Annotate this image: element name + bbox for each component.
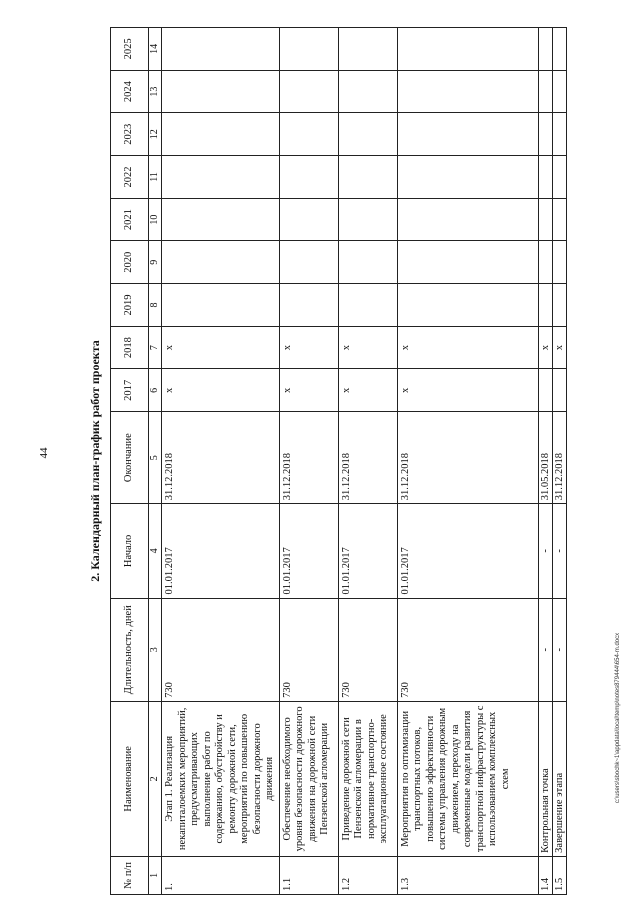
table-row [552, 28, 566, 895]
empty-cell [338, 156, 397, 199]
year-mark-2018: x [397, 326, 538, 369]
empty-cell [538, 113, 552, 156]
file-path-footer: c:\users\sbochk~1\appdata\local\temp\notes879444\654-m.docx [615, 632, 621, 804]
empty-cell [552, 113, 566, 156]
empty-cell [552, 241, 566, 284]
empty-cell [552, 156, 566, 199]
empty-cell [279, 156, 338, 199]
table-row [279, 28, 338, 895]
page-number: 44 [38, 447, 50, 459]
year-mark-2017: x [397, 369, 538, 412]
row-duration: 730 [279, 598, 338, 701]
empty-cell [538, 241, 552, 284]
col-number: 4 [149, 504, 162, 598]
row-duration: 730 [338, 598, 397, 701]
empty-cell [338, 70, 397, 113]
row-end: 31.12.2018 [338, 412, 397, 504]
empty-cell [162, 198, 280, 241]
empty-cell [338, 284, 397, 327]
row-duration: 730 [162, 598, 280, 701]
row-number: 1.3 [397, 856, 538, 894]
col-number: 8 [149, 284, 162, 327]
col-number: 2 [149, 701, 162, 856]
empty-cell [162, 284, 280, 327]
row-name: Обеспечение необходимого уровня безопасности дорожного движения на дорожной сети Пензенской агломерации [279, 701, 338, 856]
empty-cell [397, 113, 538, 156]
row-number: 1.1 [279, 856, 338, 894]
empty-cell [397, 241, 538, 284]
row-end: 31.05.2018 [538, 412, 552, 504]
empty-cell [538, 156, 552, 199]
row-number: 1.4 [538, 856, 552, 894]
row-end: 31.12.2018 [552, 412, 566, 504]
empty-cell [397, 70, 538, 113]
col-number: 13 [149, 70, 162, 113]
empty-cell [552, 198, 566, 241]
col-number: 14 [149, 28, 162, 71]
header-year: 2025 [111, 28, 149, 71]
column-number-row [149, 28, 162, 895]
table-row [538, 28, 552, 895]
row-start: 01.01.2017 [338, 504, 397, 598]
header-year: 2018 [111, 326, 149, 369]
row-number: 1.5 [552, 856, 566, 894]
header-year: 2017 [111, 369, 149, 412]
row-start: 01.01.2017 [162, 504, 280, 598]
row-name: Этап 1. Реализация некапиталоемких мероприятий, предусматривающих выполнение работ по содержанию, обустройству и ремонту дорожной сети, мероприятий по повышению безопасности дорожного движения [162, 701, 280, 856]
empty-cell [279, 113, 338, 156]
empty-cell [552, 284, 566, 327]
header-no: № п/п [111, 856, 149, 894]
row-start: - [552, 504, 566, 598]
year-mark-2018: x [162, 326, 280, 369]
schedule-table [110, 27, 567, 895]
year-mark-2017 [552, 369, 566, 412]
empty-cell [162, 156, 280, 199]
empty-cell [279, 70, 338, 113]
empty-cell [338, 113, 397, 156]
col-number: 9 [149, 241, 162, 284]
empty-cell [279, 28, 338, 71]
empty-cell [338, 28, 397, 71]
header-row [111, 28, 149, 895]
year-mark-2018: x [338, 326, 397, 369]
col-number: 1 [149, 856, 162, 894]
empty-cell [397, 284, 538, 327]
row-start: 01.01.2017 [397, 504, 538, 598]
year-mark-2017 [538, 369, 552, 412]
empty-cell [162, 113, 280, 156]
row-end: 31.12.2018 [397, 412, 538, 504]
empty-cell [162, 28, 280, 71]
empty-cell [397, 156, 538, 199]
row-start: - [538, 504, 552, 598]
empty-cell [338, 198, 397, 241]
row-number: 1. [162, 856, 280, 894]
header-year: 2020 [111, 241, 149, 284]
header-year: 2023 [111, 113, 149, 156]
empty-cell [162, 70, 280, 113]
row-start: 01.01.2017 [279, 504, 338, 598]
col-number: 12 [149, 113, 162, 156]
col-number: 10 [149, 198, 162, 241]
empty-cell [538, 70, 552, 113]
header-end: Окончание [111, 412, 149, 504]
col-number: 11 [149, 156, 162, 199]
col-number: 6 [149, 369, 162, 412]
row-number: 1.2 [338, 856, 397, 894]
empty-cell [552, 70, 566, 113]
empty-cell [279, 241, 338, 284]
year-mark-2017: x [162, 369, 280, 412]
row-end: 31.12.2018 [279, 412, 338, 504]
table-row [162, 28, 280, 895]
header-start: Начало [111, 504, 149, 598]
table-row [397, 28, 538, 895]
header-year: 2022 [111, 156, 149, 199]
empty-cell [552, 28, 566, 71]
empty-cell [338, 241, 397, 284]
col-number: 3 [149, 598, 162, 701]
year-mark-2018: x [279, 326, 338, 369]
empty-cell [279, 198, 338, 241]
header-year: 2021 [111, 198, 149, 241]
header-duration: Длительность, дней [111, 598, 149, 701]
row-name: Мероприятия по оптимизации транспортных потоков, повышению эффективности системы управления дорожным движением, переходу на современные модели развития транспортной инфраструктуры с использованием комплексных схем [397, 701, 538, 856]
header-name: Наименование [111, 701, 149, 856]
row-duration: - [538, 598, 552, 701]
row-duration: - [552, 598, 566, 701]
row-duration: 730 [397, 598, 538, 701]
row-end: 31.12.2018 [162, 412, 280, 504]
year-mark-2017: x [338, 369, 397, 412]
year-mark-2018: x [552, 326, 566, 369]
table-row [338, 28, 397, 895]
row-name: Контрольная точка [538, 701, 552, 856]
empty-cell [397, 28, 538, 71]
year-mark-2018: x [538, 326, 552, 369]
row-name: Завершение этапа [552, 701, 566, 856]
empty-cell [538, 284, 552, 327]
col-number: 5 [149, 412, 162, 504]
row-name: Приведение дорожной сети Пензенской агломерации в нормативное транспортно-эксплуатационное состояние [338, 701, 397, 856]
header-year: 2024 [111, 70, 149, 113]
col-number: 7 [149, 326, 162, 369]
empty-cell [397, 198, 538, 241]
schedule-title: 2. Календарный план-график работ проекта [88, 340, 102, 582]
year-mark-2017: x [279, 369, 338, 412]
empty-cell [538, 28, 552, 71]
empty-cell [162, 241, 280, 284]
empty-cell [538, 198, 552, 241]
rotated-page-content [80, 27, 580, 895]
empty-cell [279, 284, 338, 327]
header-year: 2019 [111, 284, 149, 327]
